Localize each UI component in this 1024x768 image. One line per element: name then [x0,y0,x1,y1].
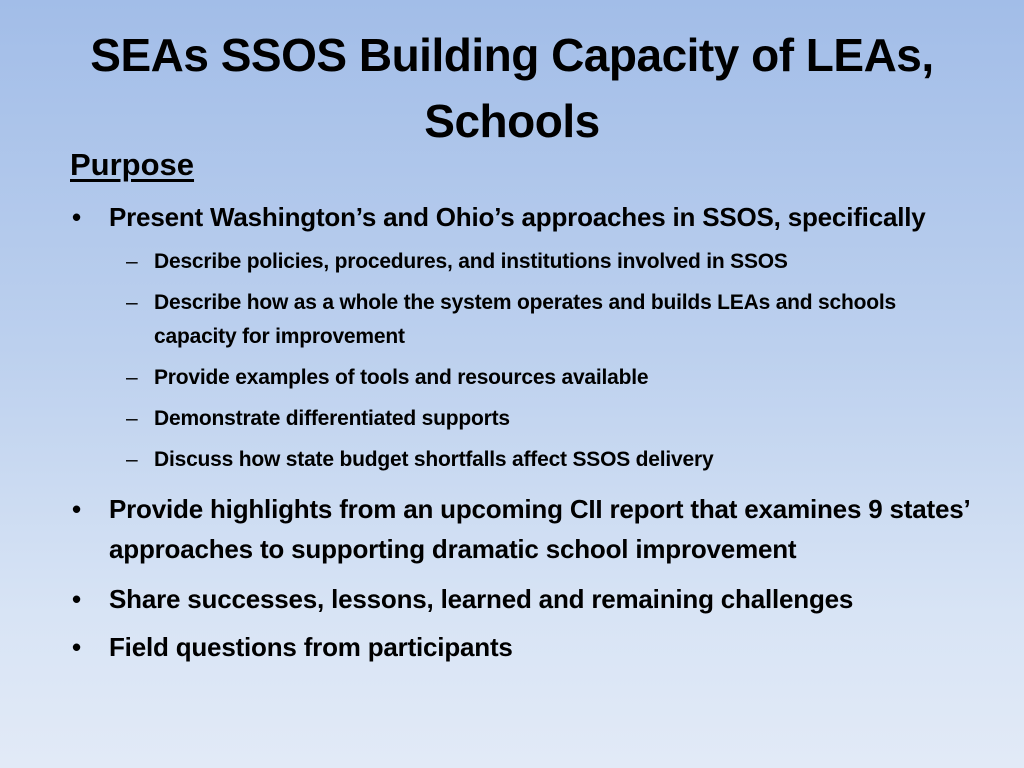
bullet-marker: • [72,494,81,524]
bullet-text: Provide highlights from an upcoming CII report that examines 9 states’ approaches to supporting dramatic school improvement [109,494,970,564]
bullet-marker: • [72,584,81,614]
sub-bullet-text: Describe how as a whole the system operates and builds LEAs and schools capacity for improvement [154,291,897,348]
sub-bullet-text: Demonstrate differentiated supports [154,407,510,430]
bullet-text: Present Washington’s and Ohio’s approaches in SSOS, specifically [109,202,926,232]
sub-bullet-text: Describe policies, procedures, and institutions involved in SSOS [154,250,788,273]
bullet-item [70,197,970,237]
sub-bullet-item [115,286,970,354]
dash-marker: – [126,407,138,430]
bullet-item [70,489,970,569]
bullet-marker: • [72,632,81,662]
slide-title: SEAs SSOS Building Capacity of LEAs, Schools [90,29,934,147]
sub-bullet-text: Provide examples of tools and resources available [154,366,649,389]
bullet-list [70,197,970,667]
sub-bullet-item [115,402,970,436]
bullet-marker: • [72,202,81,232]
sub-bullet-item [115,443,970,477]
sub-bullet-item [115,245,970,279]
dash-marker: – [126,448,138,471]
bullet-text: Share successes, lessons, learned and remaining challenges [109,584,854,614]
bullet-text: Field questions from participants [109,632,513,662]
sub-bullet-list [115,245,970,477]
dash-marker: – [126,291,138,314]
bullet-item [70,579,970,619]
dash-marker: – [126,366,138,389]
sub-bullet-item [115,361,970,395]
section-heading: Purpose [70,147,195,182]
bullet-item [70,627,970,667]
sub-bullet-text: Discuss how state budget shortfalls affect SSOS delivery [154,448,714,471]
dash-marker: – [126,250,138,273]
